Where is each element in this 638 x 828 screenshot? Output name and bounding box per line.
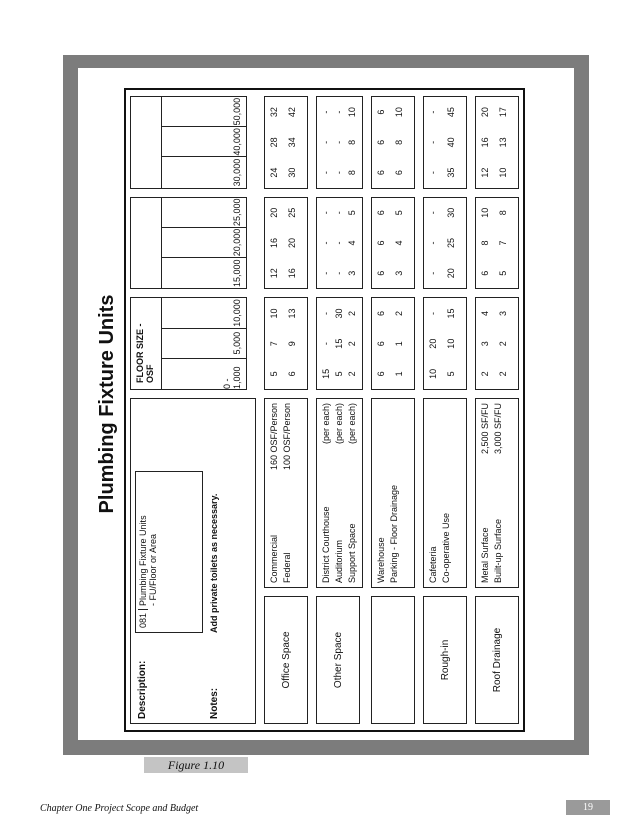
value-cell: 25: [446, 238, 456, 249]
value-cell: -: [428, 271, 438, 275]
value-cell: -: [428, 171, 438, 175]
value-cell: 7: [269, 341, 279, 347]
value-cell: -: [321, 140, 331, 144]
size-col: 0 - 1,000: [222, 366, 242, 389]
value-cell: 6: [376, 109, 386, 115]
use-unit: 160 OSF/Person: [269, 403, 279, 471]
use-name: Built-up Surface: [493, 518, 503, 583]
use-name: Warehouse: [376, 537, 386, 583]
value-cell: 6: [480, 270, 490, 276]
value-cell: 42: [287, 107, 297, 118]
row-label: Roof Drainage: [475, 596, 519, 724]
value-cell: 2: [347, 371, 357, 377]
size-col: 40,000: [162, 127, 246, 157]
use-line: [268, 403, 281, 583]
value-cell: 6: [376, 310, 386, 316]
use-line: [320, 403, 333, 583]
value-group: [475, 96, 519, 189]
use-list: [423, 398, 467, 588]
use-unit: 2,500 SF/FU: [480, 403, 490, 455]
use-unit: (per each): [334, 403, 344, 445]
value-cell: -: [321, 171, 331, 175]
row-label: [371, 596, 415, 724]
value-group: [264, 297, 308, 390]
value-cell: 2: [394, 310, 404, 316]
rotated-table-content: [78, 68, 574, 740]
use-name: Metal Surface: [480, 527, 490, 583]
floor-size-group-2: [130, 197, 247, 290]
value-cell: -: [321, 110, 331, 114]
row-label: Other Space: [316, 596, 360, 724]
size-col: 15,000: [232, 259, 242, 287]
description-label: Description:: [137, 660, 148, 719]
use-line: [427, 403, 440, 583]
value-group: [316, 297, 363, 390]
value-cell: -: [428, 211, 438, 215]
value-cell: 17: [498, 107, 508, 118]
value-cell: 5: [347, 210, 357, 216]
use-name: Parking - Floor Drainage: [389, 484, 399, 583]
value-cell: -: [334, 140, 344, 144]
value-cell: 2: [498, 371, 508, 377]
value-cell: -: [321, 311, 331, 315]
value-cell: 32: [269, 107, 279, 118]
value-cell: 8: [394, 139, 404, 145]
value-cell: 34: [287, 137, 297, 148]
value-cell: 6: [376, 371, 386, 377]
value-cell: -: [334, 271, 344, 275]
value-cell: 2: [498, 341, 508, 347]
value-cell: 5: [498, 270, 508, 276]
value-cell: 10: [347, 107, 357, 118]
value-cell: 8: [480, 240, 490, 246]
value-cell: 15: [334, 338, 344, 349]
use-name: Auditorium: [334, 539, 344, 583]
value-cell: 3: [498, 310, 508, 316]
value-group: [423, 96, 467, 189]
value-cell: 13: [287, 308, 297, 319]
value-cell: -: [321, 241, 331, 245]
value-cell: -: [428, 241, 438, 245]
value-cell: 16: [287, 268, 297, 279]
value-cell: 15: [446, 308, 456, 319]
value-group: [264, 197, 308, 290]
value-cell: 45: [446, 107, 456, 118]
value-cell: 20: [480, 107, 490, 118]
figure-caption: Figure 1.10: [144, 757, 248, 773]
item-name: Plumbing Fixture Units: [138, 515, 148, 606]
value-cell: -: [428, 311, 438, 315]
value-cell: 12: [480, 167, 490, 178]
value-cell: 2: [347, 310, 357, 316]
value-cell: 10: [446, 338, 456, 349]
value-cell: -: [321, 211, 331, 215]
value-cell: 5: [446, 371, 456, 377]
value-cell: 8: [347, 170, 357, 176]
value-cell: 9: [287, 341, 297, 347]
value-cell: 5: [394, 210, 404, 216]
floor-size-label: FLOOR SIZE - OSF: [135, 323, 155, 383]
table-header: [126, 90, 260, 730]
value-cell: -: [428, 140, 438, 144]
value-cell: 10: [480, 207, 490, 218]
value-cell: 10: [498, 167, 508, 178]
value-cell: 1: [394, 341, 404, 347]
value-group: [475, 297, 519, 390]
value-cell: 20: [269, 207, 279, 218]
value-cell: -: [428, 110, 438, 114]
use-unit: (per each): [347, 403, 357, 445]
value-cell: 10: [269, 308, 279, 319]
floor-size-group-3: [130, 96, 247, 189]
value-cell: 28: [269, 137, 279, 148]
use-line: [375, 403, 388, 583]
value-group: [475, 197, 519, 290]
value-cell: 24: [269, 167, 279, 178]
use-line: [333, 403, 346, 583]
description-box: [130, 398, 256, 724]
use-line: [388, 403, 401, 583]
value-cell: -: [334, 241, 344, 245]
value-cell: 2: [480, 371, 490, 377]
value-cell: 20: [287, 238, 297, 249]
use-list: [371, 398, 415, 588]
use-line: [346, 403, 359, 583]
value-cell: 6: [376, 139, 386, 145]
value-cell: -: [334, 110, 344, 114]
use-list: [475, 398, 519, 588]
value-cell: 6: [376, 210, 386, 216]
value-cell: 30: [287, 167, 297, 178]
value-group: [423, 297, 467, 390]
use-name: Co-operative Use: [441, 512, 451, 583]
size-col: 10,000: [162, 298, 246, 328]
value-cell: 6: [376, 170, 386, 176]
use-line: [479, 403, 492, 583]
value-cell: 6: [376, 240, 386, 246]
value-cell: 40: [446, 137, 456, 148]
value-cell: 10: [428, 368, 438, 379]
use-name: District Courthouse: [321, 506, 331, 583]
value-group: [371, 96, 415, 189]
value-cell: 5: [334, 371, 344, 377]
size-col: 50,000: [162, 97, 246, 127]
use-unit: 100 OSF/Person: [282, 403, 292, 471]
value-cell: -: [321, 342, 331, 346]
value-cell: 10: [394, 107, 404, 118]
value-cell: 4: [347, 240, 357, 246]
fixture-table: [124, 88, 525, 732]
use-name: Cafeteria: [428, 546, 438, 583]
value-cell: 3: [347, 270, 357, 276]
value-group: [423, 197, 467, 290]
value-cell: -: [334, 211, 344, 215]
value-group: [371, 197, 415, 290]
floor-size-group-1: [130, 297, 247, 390]
value-cell: 30: [334, 308, 344, 319]
value-cell: 6: [287, 371, 297, 377]
value-cell: 16: [269, 238, 279, 249]
table-row: [260, 90, 312, 730]
value-group: [371, 297, 415, 390]
figure-title: Plumbing Fixture Units: [96, 294, 118, 514]
notes-text: Add private toilets as necessary.: [209, 493, 219, 633]
size-col: 20,000: [162, 228, 246, 258]
table-row: [471, 90, 523, 730]
value-cell: -: [321, 271, 331, 275]
use-name: Commercial: [269, 534, 279, 583]
use-unit: 3,000 SF/FU: [493, 403, 503, 455]
notes-label: Notes:: [209, 687, 220, 719]
value-cell: 3: [480, 341, 490, 347]
value-cell: 30: [446, 207, 456, 218]
size-col: 30,000: [232, 158, 242, 187]
value-cell: 12: [269, 268, 279, 279]
use-list: [264, 398, 308, 588]
table-row: [312, 90, 367, 730]
size-col: 25,000: [162, 198, 246, 228]
item-sub: - FU/Floor or Area: [148, 533, 158, 606]
use-name: Support Space: [347, 523, 357, 583]
value-cell: 25: [287, 207, 297, 218]
value-cell: 6: [376, 341, 386, 347]
value-cell: 2: [347, 341, 357, 347]
value-cell: 1: [394, 371, 404, 377]
value-cell: 13: [498, 137, 508, 148]
page-number: 19: [566, 800, 610, 815]
value-cell: 8: [498, 210, 508, 216]
value-cell: 4: [394, 240, 404, 246]
value-cell: 7: [498, 240, 508, 246]
value-cell: -: [334, 171, 344, 175]
value-cell: 15: [321, 368, 331, 379]
use-unit: (per each): [321, 403, 331, 445]
table-row: [419, 90, 471, 730]
page-footer: Chapter One Project Scope and Budget: [40, 803, 199, 814]
item-code: 081: [138, 609, 148, 628]
size-col: 5,000: [162, 329, 246, 359]
value-cell: 16: [480, 137, 490, 148]
use-name: Federal: [282, 552, 292, 583]
table-body: [260, 90, 523, 730]
value-cell: 20: [446, 268, 456, 279]
use-line: [492, 403, 505, 583]
value-cell: 6: [394, 170, 404, 176]
row-label: Rough-in: [423, 596, 467, 724]
value-cell: 6: [376, 270, 386, 276]
value-group: [316, 96, 363, 189]
use-list: [316, 398, 363, 588]
value-group: [316, 197, 363, 290]
value-cell: 3: [394, 270, 404, 276]
figure-panel: [78, 68, 574, 740]
value-cell: 8: [347, 139, 357, 145]
use-line: [281, 403, 294, 583]
item-code-box: [135, 471, 203, 633]
value-group: [264, 96, 308, 189]
use-line: [440, 403, 453, 583]
value-cell: 4: [480, 310, 490, 316]
table-row: [367, 90, 419, 730]
value-cell: 5: [269, 371, 279, 377]
row-label: Office Space: [264, 596, 308, 724]
value-cell: 35: [446, 167, 456, 178]
value-cell: 20: [428, 338, 438, 349]
